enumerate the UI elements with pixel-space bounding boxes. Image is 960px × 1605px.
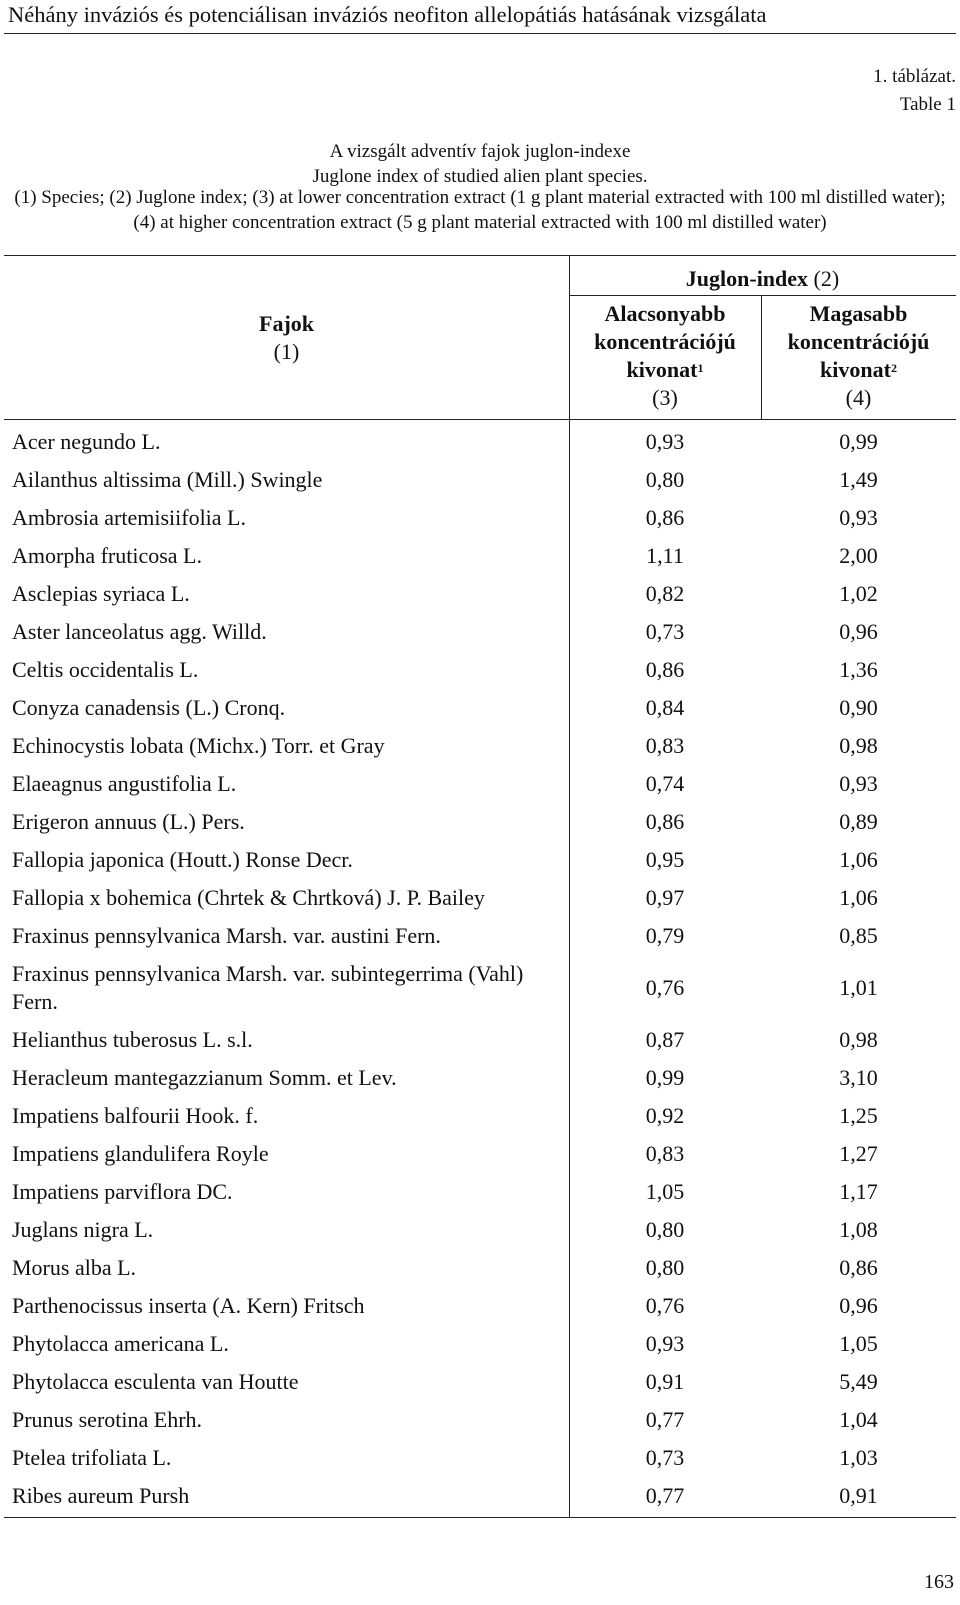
table-row bbox=[4, 766, 956, 804]
species-name: Ailanthus altissima (Mill.) Swingle bbox=[12, 467, 323, 492]
high-conc-value: 0,98 bbox=[839, 1027, 878, 1052]
table-caption bbox=[4, 139, 956, 189]
header-low-l3: kivonat bbox=[626, 357, 698, 382]
low-conc-value: 0,86 bbox=[645, 657, 685, 682]
high-conc-value: 1,08 bbox=[839, 1217, 878, 1242]
low-conc-value: 0,83 bbox=[645, 1141, 685, 1166]
low-conc-value: 0,99 bbox=[645, 1065, 685, 1090]
header-high-conc bbox=[761, 300, 956, 412]
table-number bbox=[873, 63, 956, 119]
table-row bbox=[4, 1022, 956, 1060]
high-conc-value: 3,10 bbox=[839, 1065, 878, 1090]
high-conc-value: 1,02 bbox=[839, 581, 878, 606]
species-name: Ambrosia artemisiifolia L. bbox=[12, 505, 246, 530]
low-conc-value: 0,92 bbox=[645, 1103, 685, 1128]
species-name: Prunus serotina Ehrh. bbox=[12, 1407, 203, 1432]
low-conc-value: 0,87 bbox=[645, 1027, 685, 1052]
header-species-num: (1) bbox=[273, 339, 300, 364]
table-row bbox=[4, 690, 956, 728]
high-conc-value: 1,03 bbox=[839, 1445, 878, 1470]
table-row bbox=[4, 1364, 956, 1402]
table-bottom-rule bbox=[4, 1517, 956, 1518]
high-conc-value: 1,05 bbox=[839, 1331, 878, 1356]
species-name: Morus alba L. bbox=[12, 1255, 137, 1280]
species-name: Fraxinus pennsylvanica Marsh. var. austini Fern. bbox=[12, 923, 441, 948]
table-row bbox=[4, 804, 956, 842]
table-header-rule bbox=[4, 419, 956, 420]
table-row bbox=[4, 1326, 956, 1364]
header-low-conc bbox=[569, 300, 761, 412]
high-conc-value: 0,96 bbox=[839, 619, 878, 644]
species-name: Aster lanceolatus agg. Willd. bbox=[12, 619, 267, 644]
species-name: Asclepias syriaca L. bbox=[12, 581, 190, 606]
high-conc-value: 0,99 bbox=[839, 429, 878, 454]
header-high-l1: Magasabb bbox=[809, 301, 908, 326]
low-conc-value: 0,77 bbox=[645, 1407, 685, 1432]
low-conc-value: 0,86 bbox=[645, 809, 685, 834]
species-name: Conyza canadensis (L.) Cronq. bbox=[12, 695, 286, 720]
low-conc-value: 1,11 bbox=[646, 543, 684, 568]
low-conc-value: 0,86 bbox=[645, 505, 685, 530]
species-name: Phytolacca americana L. bbox=[12, 1331, 229, 1356]
table-row bbox=[4, 462, 956, 500]
high-conc-value: 1,01 bbox=[839, 975, 878, 1000]
low-conc-value: 0,74 bbox=[645, 771, 685, 796]
table-row bbox=[4, 1060, 956, 1098]
high-conc-value: 1,49 bbox=[839, 467, 878, 492]
low-conc-value: 0,83 bbox=[645, 733, 685, 758]
header-high-sup: 2 bbox=[890, 361, 897, 375]
species-name: Parthenocissus inserta (A. Kern) Fritsch bbox=[12, 1293, 365, 1318]
table-body bbox=[4, 424, 956, 1516]
high-conc-value: 0,85 bbox=[839, 923, 878, 948]
low-conc-value: 0,80 bbox=[645, 1255, 685, 1280]
table-top-rule bbox=[4, 255, 956, 256]
species-name: Helianthus tuberosus L. s.l. bbox=[12, 1027, 253, 1052]
high-conc-value: 0,98 bbox=[839, 733, 878, 758]
header-species bbox=[4, 310, 569, 366]
table-number-en: Table 1 bbox=[899, 94, 956, 115]
low-conc-value: 0,93 bbox=[645, 1331, 685, 1356]
high-conc-value: 1,17 bbox=[839, 1179, 878, 1204]
low-conc-value: 0,82 bbox=[645, 581, 685, 606]
header-high-num: (4) bbox=[845, 385, 872, 410]
high-conc-value: 1,06 bbox=[839, 847, 878, 872]
low-conc-value: 0,97 bbox=[645, 885, 685, 910]
table-row bbox=[4, 614, 956, 652]
header-juglon-num: (2) bbox=[813, 266, 840, 291]
table-row bbox=[4, 956, 956, 1022]
low-conc-value: 1,05 bbox=[645, 1179, 685, 1204]
high-conc-value: 2,00 bbox=[839, 543, 878, 568]
table-row bbox=[4, 1136, 956, 1174]
table-row bbox=[4, 728, 956, 766]
species-name: Elaeagnus angustifolia L. bbox=[12, 771, 237, 796]
table-row bbox=[4, 576, 956, 614]
species-name: Fallopia x bohemica (Chrtek & Chrtková) J. P. Bailey bbox=[12, 885, 485, 910]
high-conc-value: 0,93 bbox=[839, 771, 878, 796]
species-name: Heracleum mantegazzianum Somm. et Lev. bbox=[12, 1065, 397, 1090]
species-name: Ribes aureum Pursh bbox=[12, 1483, 190, 1508]
table-row bbox=[4, 500, 956, 538]
high-conc-value: 0,89 bbox=[839, 809, 878, 834]
species-name: Celtis occidentalis L. bbox=[12, 657, 199, 682]
table-row bbox=[4, 1098, 956, 1136]
table-row bbox=[4, 880, 956, 918]
header-juglon-label: Juglon-index bbox=[685, 266, 809, 291]
species-name: Impatiens glandulifera Royle bbox=[12, 1141, 269, 1166]
species-name: Acer negundo L. bbox=[12, 429, 161, 454]
table-row bbox=[4, 1288, 956, 1326]
table-row bbox=[4, 1478, 956, 1516]
low-conc-value: 0,84 bbox=[645, 695, 685, 720]
low-conc-value: 0,80 bbox=[645, 467, 685, 492]
table-row bbox=[4, 1440, 956, 1478]
header-juglon bbox=[569, 265, 956, 293]
species-name: Echinocystis lobata (Michx.) Torr. et Gray bbox=[12, 733, 385, 758]
table-row bbox=[4, 842, 956, 880]
table-row bbox=[4, 1174, 956, 1212]
table-row bbox=[4, 1212, 956, 1250]
juglon-header-rule bbox=[569, 295, 956, 296]
high-conc-value: 1,36 bbox=[839, 657, 878, 682]
species-name: Fraxinus pennsylvanica Marsh. var. subintegerrima (Vahl) Fern. bbox=[12, 961, 524, 1014]
species-name: Phytolacca esculenta van Houtte bbox=[12, 1369, 299, 1394]
high-conc-value: 1,27 bbox=[839, 1141, 878, 1166]
species-name: Amorpha fruticosa L. bbox=[12, 543, 202, 568]
high-conc-value: 0,91 bbox=[839, 1483, 878, 1508]
header-high-l2: koncentrációjú bbox=[787, 329, 930, 354]
table-legend: (1) Species; (2) Juglone index; (3) at lower concentration extract (1 g plant material extracted with 100 ml distilled water); (4) at higher concentration extract (5 g plant material extracted with 100 ml distilled water) bbox=[14, 187, 946, 233]
high-conc-value: 0,90 bbox=[839, 695, 878, 720]
species-name: Juglans nigra L. bbox=[12, 1217, 154, 1242]
page-number: 163 bbox=[924, 1571, 954, 1593]
high-conc-value: 0,93 bbox=[839, 505, 878, 530]
table-row bbox=[4, 1402, 956, 1440]
caption-hu: A vizsgált adventív fajok juglon-indexe bbox=[329, 141, 631, 162]
header-low-l1: Alacsonyabb bbox=[604, 301, 726, 326]
species-name: Fallopia japonica (Houtt.) Ronse Decr. bbox=[12, 847, 353, 872]
header-low-num: (3) bbox=[652, 385, 678, 410]
table-row bbox=[4, 1250, 956, 1288]
low-conc-value: 0,76 bbox=[645, 1293, 685, 1318]
table-row bbox=[4, 424, 956, 462]
table-row bbox=[4, 918, 956, 956]
low-conc-value: 0,95 bbox=[645, 847, 685, 872]
low-conc-value: 0,73 bbox=[645, 619, 685, 644]
low-conc-value: 0,91 bbox=[645, 1369, 685, 1394]
header-high-l3: kivonat bbox=[820, 357, 891, 382]
low-conc-value: 0,77 bbox=[645, 1483, 685, 1508]
table-row bbox=[4, 538, 956, 576]
running-head: Néhány inváziós és potenciálisan inváziós neofiton allelopátiás hatásának vizsgálata bbox=[8, 2, 767, 27]
header-low-l2: koncentrációjú bbox=[594, 329, 736, 354]
high-conc-value: 1,06 bbox=[839, 885, 878, 910]
species-name: Impatiens balfourii Hook. f. bbox=[12, 1103, 259, 1128]
low-conc-value: 0,79 bbox=[645, 923, 685, 948]
table-row bbox=[4, 652, 956, 690]
high-conc-value: 1,25 bbox=[839, 1103, 878, 1128]
species-name: Erigeron annuus (L.) Pers. bbox=[12, 809, 245, 834]
table-number-hu: 1. táblázat. bbox=[873, 66, 956, 87]
species-name: Impatiens parviflora DC. bbox=[12, 1179, 233, 1204]
header-low-sup: 1 bbox=[697, 361, 704, 375]
high-conc-value: 0,96 bbox=[839, 1293, 878, 1318]
low-conc-value: 0,76 bbox=[645, 975, 685, 1000]
high-conc-value: 5,49 bbox=[839, 1369, 878, 1394]
high-conc-value: 0,86 bbox=[839, 1255, 878, 1280]
caption-en: Juglone index of studied alien plant species. bbox=[312, 166, 648, 187]
low-conc-value: 0,80 bbox=[645, 1217, 685, 1242]
header-rule bbox=[4, 33, 956, 34]
low-conc-value: 0,93 bbox=[645, 429, 685, 454]
low-conc-value: 0,73 bbox=[645, 1445, 685, 1470]
header-species-label: Fajok bbox=[259, 311, 314, 336]
high-conc-value: 1,04 bbox=[839, 1407, 878, 1432]
species-name: Ptelea trifoliata L. bbox=[12, 1445, 172, 1470]
